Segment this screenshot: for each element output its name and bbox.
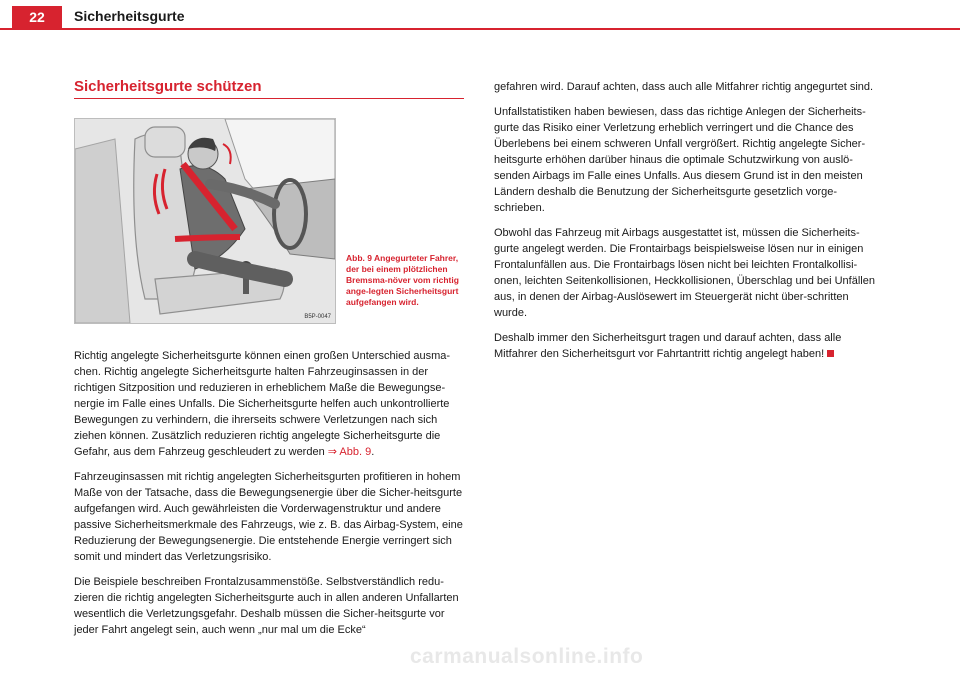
page-header xyxy=(0,0,960,28)
paragraph: Fahrzeuginsassen mit richtig angelegten Sicherheitsgurten profitieren in hohem Maße von der Tatsache, dass die Bewegungsenergie über die Sicher-heitsgurte aufgefangen wird. Auch gewährleisten die Vorderwagenstruktur und andere passive Sicherheitsmerkmale des Fahrzeugs, wie z. B. das Airbag-System, eine Reduzierung der Bewegungsenergie. Die entstehende Energie verringert sich somit und mindert das Verletzungsrisiko. xyxy=(74,471,463,563)
figure-code: B5P-0047 xyxy=(304,314,331,320)
paragraph: Unfallstatistiken haben bewiesen, dass das richtige Anlegen der Sicherheits-gurte das Risiko einer Verletzung erheblich verringert und die Chance des Überlebens bei einem schweren Unfall vergrößert. Richtig angelegte Sicher-heitsgurte erhöhen darüber hinaus die optimale Schutzwirkung von auslö-senden Airbags im Falle eines Unfalls. Aus diesem Grund ist in den meisten Ländern deshalb die Benutzung der Sicherheitsgurte gesetzlich vorge-schrieben. xyxy=(494,106,866,214)
paragraph: Obwohl das Fahrzeug mit Airbags ausgestattet ist, müssen die Sicherheits-gurte angelegt werden. Die Frontairbags beispielsweise lösen nur in einigen Frontalunfällen aus. Die Frontairbags lösen nicht bei leichten Frontalkollisi-onen, leichten Seitenkollisionen, Heckkollisionen, Überschlag und bei Unfällen aus, in denen der Airbag-Auslösewert im Steuergerät nicht über-schritten wurde. xyxy=(494,227,875,319)
watermark: carmanualsonline.info xyxy=(410,645,644,668)
section-end-icon xyxy=(827,350,834,357)
paragraph xyxy=(74,348,466,460)
seatbelt-figure xyxy=(74,118,336,324)
header-rule xyxy=(0,28,960,30)
section-title: Sicherheitsgurte schützen xyxy=(74,78,262,95)
figure-caption: Abb. 9 Angegurteter Fahrer, der bei einem plötzlichen Bremsma-növer vom richtig ange-legten Sicherheitsgurt aufgefangen wird. xyxy=(346,253,459,307)
left-column xyxy=(74,348,466,647)
paragraph-text: Deshalb immer den Sicherheitsgurt tragen und darauf achten, dass alle Mitfahrer den Sicherheitsgurt vor Fahrtantritt richtig angelegt haben! xyxy=(494,332,842,360)
paragraph xyxy=(494,330,884,362)
right-column xyxy=(494,79,884,371)
paragraph: Die Beispiele beschreiben Frontalzusammenstöße. Selbstverständlich redu-zieren die richtig angelegten Sicherheitsgurte auch in allen anderen Unfallarten wesentlich die Verletzungsgefahr. Deshalb müssen die Sicher-heitsgurte vor jeder Fahrt angelegt sein, auch wenn „nur mal um die Ecke“ xyxy=(74,576,459,636)
paragraph-text: Richtig angelegte Sicherheitsgurte können einen großen Unterschied ausma-chen. Richtig angelegte Sicherheitsgurte halten Fahrzeuginsassen in der richtigen Sitzposition und reduzieren in erheblichem Maße die Bewegungse-nergie im Falle eines Unfalls. Die Sicherheitsgurte helfen auch unkontrollierte Bewegungen zu verhindern, die ihrerseits schwere Verletzungen nach sich ziehen können. Zusätzlich reduzieren richtig angelegte Sicherheitsgurte die Gefahr, aus dem Fahrzeug geschleudert zu werden xyxy=(74,350,451,458)
paragraph: gefahren wird. Darauf achten, dass auch alle Mitfahrer richtig angegurtet sind. xyxy=(494,81,874,93)
running-title: Sicherheitsgurte xyxy=(74,8,185,24)
figure-reference-link[interactable]: ⇒ Abb. 9 xyxy=(327,446,372,458)
page-number: 22 xyxy=(12,6,62,28)
title-rule xyxy=(74,98,464,99)
paragraph-end: . xyxy=(371,446,375,458)
driver-illustration xyxy=(75,119,335,323)
